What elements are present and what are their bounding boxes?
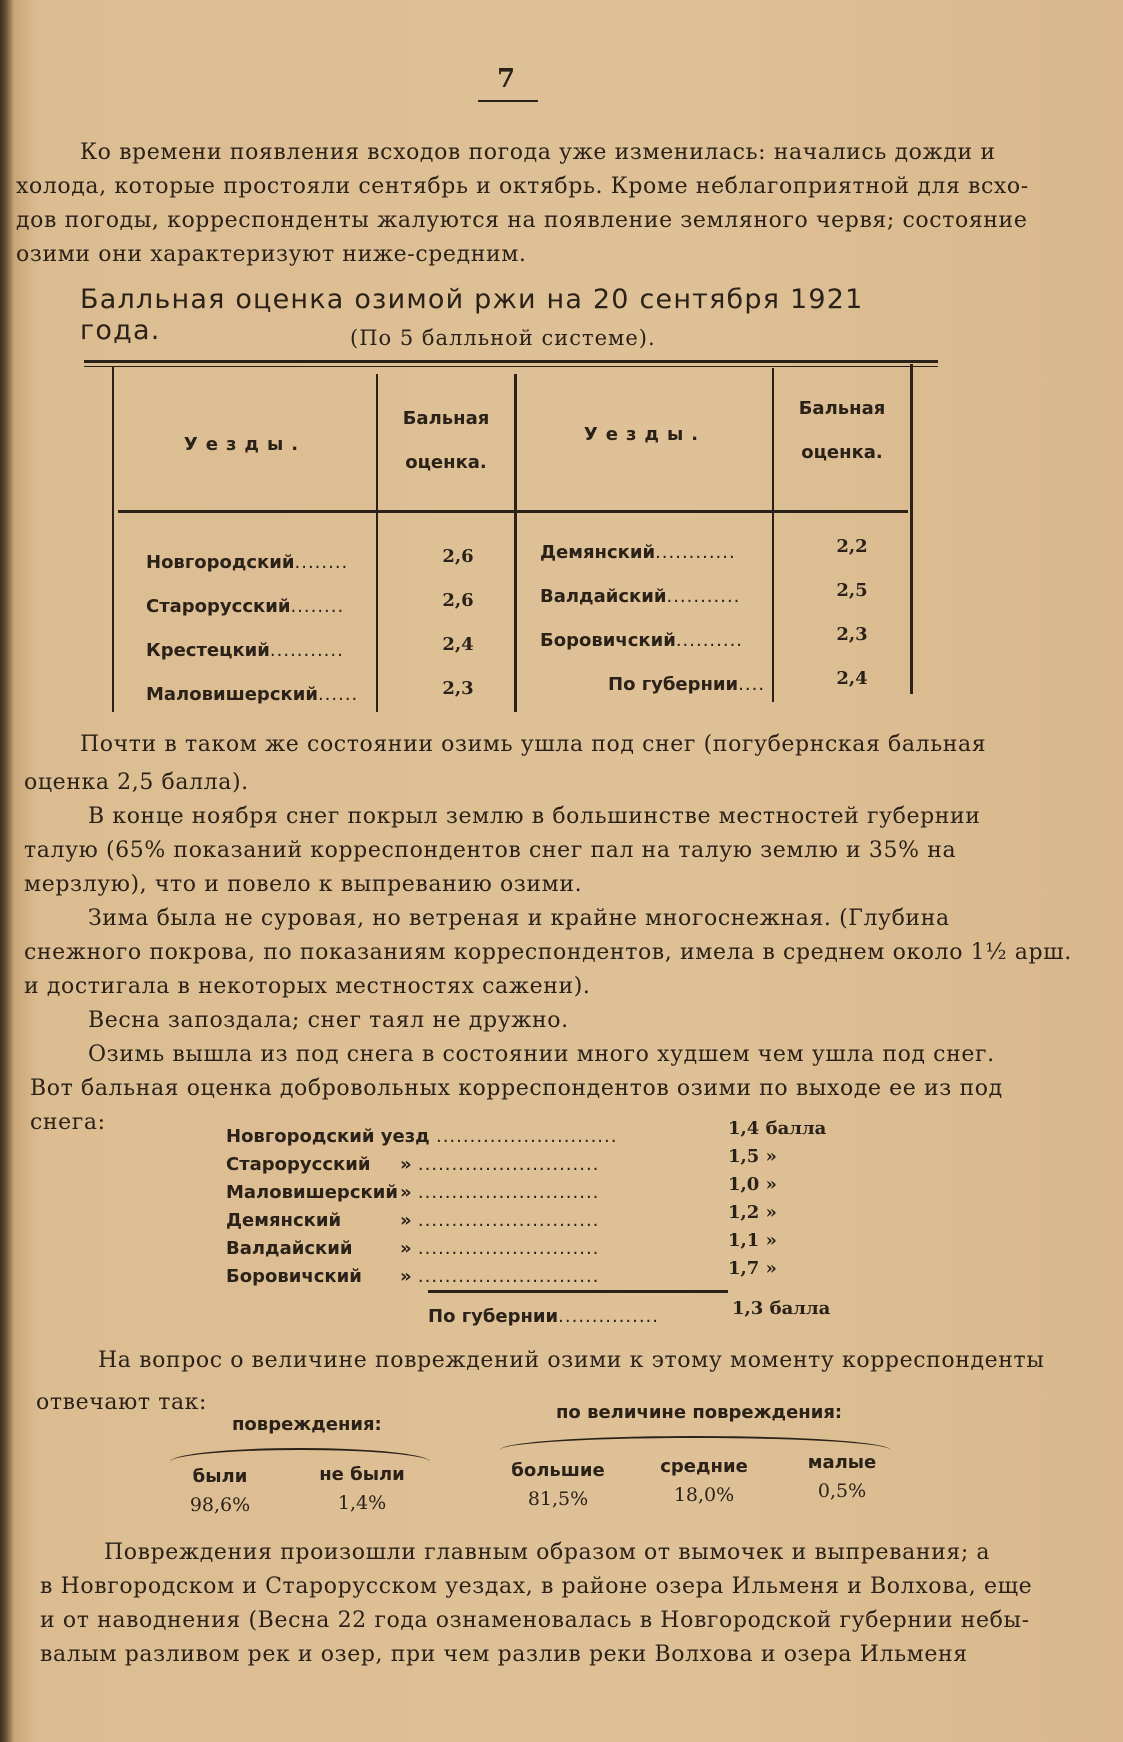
spring-score-value: 1,4 балла <box>728 1118 827 1139</box>
intro-line: холода, которые простояли сентябрь и октябрь. Кроме неблагоприятной для всхо- <box>16 174 1029 199</box>
body-line: снежного покрова, по показаниям корреспондентов, имела в среднем около 1½ арш. <box>24 940 1072 965</box>
table-row-name: Валдайский........... <box>540 586 741 607</box>
damage-col-value: 98,6% <box>189 1494 251 1516</box>
damage-col-label: были <box>192 1466 248 1487</box>
header-score-left-line2: оценка. <box>405 452 487 473</box>
spring-score-name: Валдайский <box>226 1238 353 1259</box>
table-row-value: 2,5 <box>836 580 868 601</box>
damage-col-value: 18,0% <box>673 1484 735 1506</box>
table-border-right <box>910 364 913 694</box>
spring-score-value: 1,7 » <box>728 1258 777 1279</box>
spring-score-name: Боровичский <box>226 1266 362 1287</box>
spring-score-value: 1,5 » <box>728 1146 777 1167</box>
table-top-rule <box>84 360 938 363</box>
body-line: Весна запоздала; снег таял не дружно. <box>88 1008 569 1033</box>
spring-total-rule <box>428 1290 728 1293</box>
table-row-name: Маловишерский...... <box>146 684 359 705</box>
body-line: Зима была не суровая, но ветреная и крайне многоснежная. (Глубина <box>88 906 950 931</box>
table-row-name: Старорусский........ <box>146 596 345 617</box>
body-line: Вот бальная оценка добровольных корреспондентов озими по выходе ее из под <box>30 1076 1003 1101</box>
damage-col-label: большие <box>511 1460 605 1481</box>
table-divider <box>514 374 517 712</box>
table-row-name: Демянский............ <box>540 542 736 563</box>
table-row-value: 2,6 <box>442 590 474 611</box>
body-line: в Новгородском и Старорусском уездах, в районе озера Ильменя и Волхова, еще <box>40 1574 1033 1599</box>
body-line: Повреждения произошли главным образом от вымочек и выпревания; а <box>104 1540 991 1565</box>
spring-score-name: Демянский <box>226 1210 342 1231</box>
spring-score-value: 1,2 » <box>728 1202 777 1223</box>
damage-col-label: не были <box>319 1464 405 1485</box>
table-border-left <box>112 366 114 712</box>
spring-score-name: Старорусский <box>226 1154 371 1175</box>
table-title: Балльная оценка озимой ржи на 20 сентября 1921 года. <box>80 284 864 346</box>
body-line: На вопрос о величине повреждений озими к этому моменту корреспонденты <box>98 1348 1045 1373</box>
body-line: талую (65% показаний корреспондентов снег пал на талую землю и 35% на <box>24 838 957 863</box>
table-row-value: 2,6 <box>442 546 474 567</box>
spring-score-mark: » ........................... <box>400 1210 600 1231</box>
damage-col-label: средние <box>660 1456 748 1477</box>
body-line: оценка 2,5 балла). <box>24 770 249 795</box>
intro-line: Ко времени появления всходов погода уже изменилась: начались дожди и <box>80 140 996 165</box>
spring-total-value: 1,3 балла <box>732 1298 831 1319</box>
table-top-rule-thin <box>84 366 938 367</box>
damage-size-brace <box>500 1436 890 1450</box>
body-line: отвечают так: <box>36 1390 208 1415</box>
table-row-value: 2,3 <box>836 624 868 645</box>
table-row-name: Новгородский........ <box>146 552 349 573</box>
table-row-value: 2,2 <box>836 536 868 557</box>
header-uezd-left: Уезды. <box>183 434 307 455</box>
table-row-name: Крестецкий........... <box>146 640 344 661</box>
page-number-rule <box>478 100 538 102</box>
spring-score-mark: » ........................... <box>400 1238 600 1259</box>
header-score-left-line1: Бальная <box>402 408 490 429</box>
damage-col-value: 0,5% <box>817 1480 867 1502</box>
header-uezd-right: Уезды. <box>583 424 707 445</box>
table-divider <box>376 374 378 712</box>
table-total-value: 2,4 <box>836 668 868 689</box>
spring-score-value: 1,1 » <box>728 1230 777 1251</box>
body-line: Озимь вышла из под снега в состоянии много худшем чем ушла под снег. <box>88 1042 995 1067</box>
spring-score-mark: » ........................... <box>400 1266 600 1287</box>
damage-size-group-header: по величине повреждения: <box>556 1402 843 1423</box>
spring-total-name: По губернии............... <box>428 1306 659 1327</box>
table-row-name: Боровичский.......... <box>540 630 744 651</box>
body-line: мерзлую), что и повело к выпреванию озими. <box>24 872 583 897</box>
spring-score-name: Новгородский уезд ........................... <box>226 1126 618 1147</box>
body-line: снега: <box>30 1110 106 1135</box>
damage-group-header: повреждения: <box>232 1414 382 1435</box>
body-line: и от наводнения (Весна 22 года ознаменовалась в Новгородской губернии небы- <box>40 1608 1030 1633</box>
header-score-right-line2: оценка. <box>801 442 883 463</box>
spring-score-mark: » ........................... <box>400 1182 600 1203</box>
table-total-name: По губернии.... <box>608 674 766 695</box>
body-line: валым разливом рек и озер, при чем разлив реки Волхова и озера Ильменя <box>40 1642 968 1667</box>
intro-line: озими они характеризуют ниже-средним. <box>16 242 527 267</box>
spring-score-mark: » ........................... <box>400 1154 600 1175</box>
intro-line: дов погоды, корреспонденты жалуются на появление земляного червя; состояние <box>16 208 1028 233</box>
table-row-value: 2,4 <box>442 634 474 655</box>
damage-brace <box>170 1448 430 1462</box>
table-row-value: 2,3 <box>442 678 474 699</box>
body-line: и достигала в некоторых местностях сажени). <box>24 974 591 999</box>
table-header-rule <box>118 510 908 513</box>
spring-score-value: 1,0 » <box>728 1174 777 1195</box>
damage-col-value: 1,4% <box>337 1492 387 1514</box>
table-subtitle: (По 5 балльной системе). <box>350 326 656 350</box>
body-line: Почти в таком же состоянии озимь ушла под снег (погубернская бальная <box>80 732 987 757</box>
header-score-right-line1: Бальная <box>798 398 886 419</box>
page-number: 7 <box>496 64 516 94</box>
damage-col-value: 81,5% <box>527 1488 589 1510</box>
table-divider <box>772 368 774 702</box>
body-line: В конце ноября снег покрыл землю в большинстве местностей губернии <box>88 804 981 829</box>
spring-score-name: Маловишерский <box>226 1182 398 1203</box>
damage-col-label: малые <box>807 1452 877 1473</box>
